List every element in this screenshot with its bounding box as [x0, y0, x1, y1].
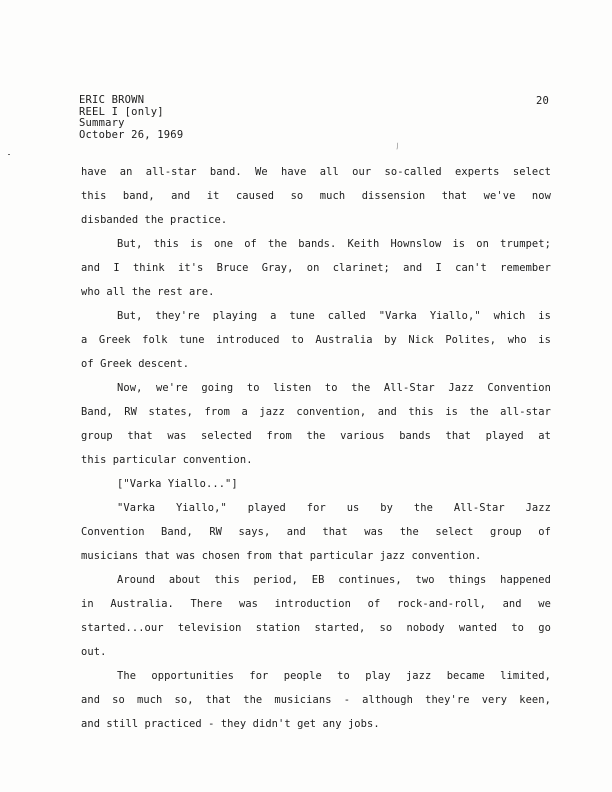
text-line: Band, RW states, from a jazz convention, and this is the all-star: [81, 406, 551, 418]
text-line: and so much so, that the musicians - although they're very keen,: [81, 694, 551, 706]
text-line: have an all-star band. We have all our so-called experts select: [81, 166, 551, 178]
text-line: Around about this period, EB continues, two things happened: [117, 574, 551, 586]
pen-mark: ⁄: [393, 141, 402, 153]
interview-date: October 26, 1969: [79, 128, 184, 141]
text-line: out.: [81, 646, 107, 658]
page-number: 20: [536, 95, 550, 107]
text-line: musicians that was chosen from that particular jazz convention.: [81, 550, 482, 562]
text-line: this particular convention.: [81, 454, 253, 466]
text-line: disbanded the practice.: [81, 214, 228, 226]
text-line: The opportunities for people to play jazz became limited,: [117, 670, 551, 682]
document-header: [79, 95, 183, 141]
text-line: group that was selected from the various bands that played at: [81, 430, 551, 442]
text-line: started...our television station started, so nobody wanted to go: [81, 622, 551, 634]
text-line: But, this is one of the bands. Keith Hownslow is on trumpet;: [117, 238, 551, 250]
text-line: of Greek descent.: [81, 358, 190, 370]
text-line: ["Varka Yiallo..."]: [117, 478, 238, 490]
text-line: a Greek folk tune introduced to Australia by Nick Polites, who is: [81, 334, 551, 346]
reel-label: REEL I [only]: [79, 105, 164, 118]
text-line: and I think it's Bruce Gray, on clarinet; and I can't remember: [81, 262, 551, 274]
document-type: Summary: [79, 117, 125, 130]
text-line: But, they're playing a tune called "Varka Yiallo," which is: [117, 310, 551, 322]
text-line: and still practiced - they didn't get any jobs.: [81, 718, 380, 730]
text-line: in Australia. There was introduction of rock-and-roll, and we: [81, 598, 551, 610]
scan-speck: [8, 154, 10, 155]
text-line: who all the rest are.: [81, 286, 215, 298]
text-line: Now, we're going to listen to the All-Star Jazz Convention: [117, 382, 551, 394]
text-line: "Varka Yiallo," played for us by the All-Star Jazz: [117, 502, 551, 514]
interviewee-name: ERIC BROWN: [79, 94, 145, 106]
text-line: this band, and it caused so much dissension that we've now: [81, 190, 551, 202]
text-line: Convention Band, RW says, and that was the select group of: [81, 526, 551, 538]
